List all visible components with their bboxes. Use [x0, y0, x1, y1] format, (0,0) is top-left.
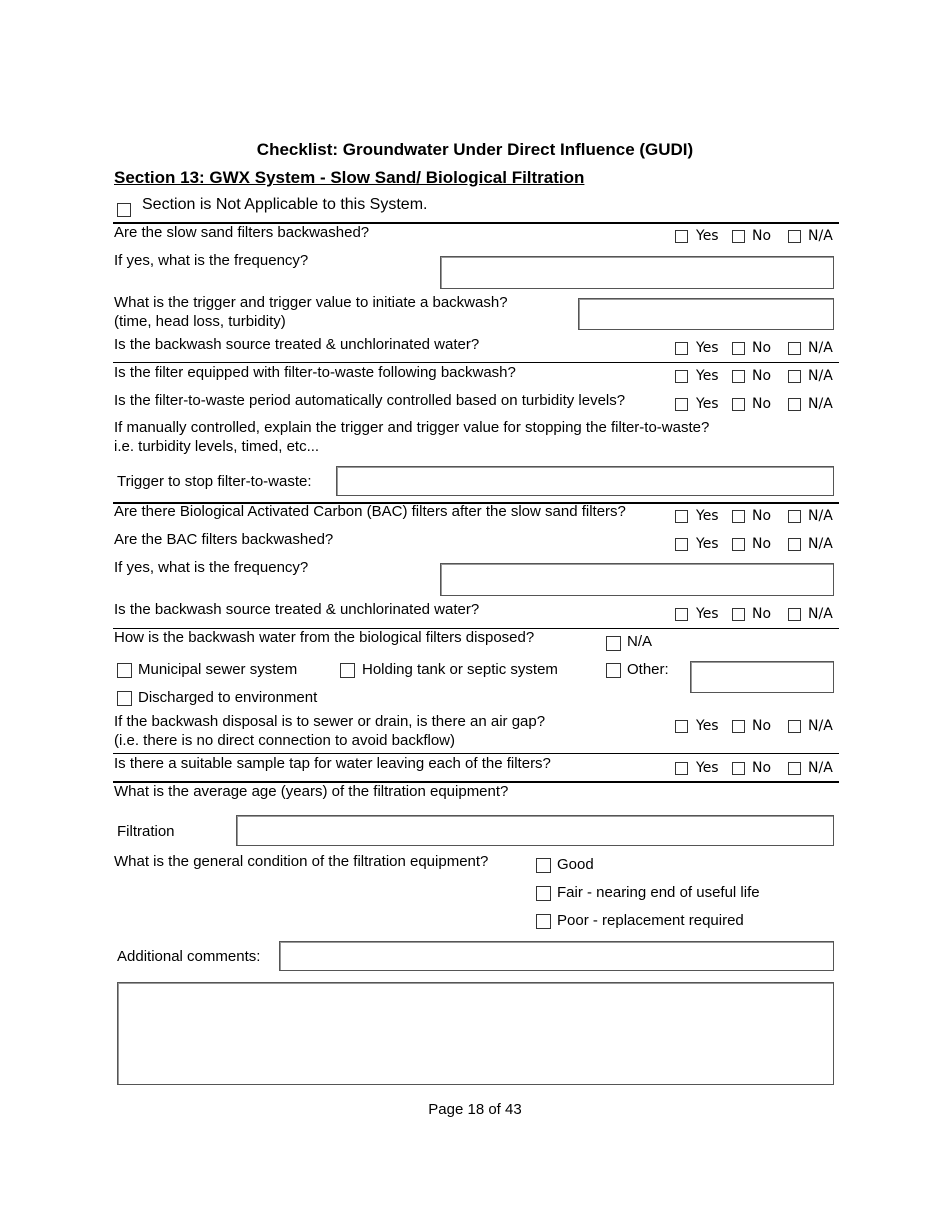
yes-checkbox[interactable]	[675, 608, 688, 621]
question-bac-backwashed: Are the BAC filters backwashed?	[114, 531, 334, 548]
na-checkbox[interactable]	[788, 230, 801, 243]
question-slow-sand-backwashed: Are the slow sand filters backwashed?	[114, 224, 370, 241]
question-trigger-backwash: What is the trigger and trigger value to initiate a backwash?	[114, 294, 508, 311]
no-label: No	[752, 760, 772, 776]
question-equipment-condition: What is the general condition of the filtration equipment?	[114, 853, 489, 870]
no-checkbox[interactable]	[732, 538, 745, 551]
yes-label: Yes	[696, 368, 719, 384]
yes-no-na-group	[675, 536, 845, 554]
disposal-na-checkbox[interactable]	[606, 636, 621, 651]
question-air-gap: If the backwash disposal is to sewer or drain, is there an air gap?	[114, 713, 546, 730]
na-label: N/A	[808, 396, 833, 412]
na-checkbox[interactable]	[788, 720, 801, 733]
na-checkbox[interactable]	[788, 762, 801, 775]
no-label: No	[752, 368, 772, 384]
question-manual-control-hint: i.e. turbidity levels, timed, etc...	[114, 438, 320, 455]
yes-label: Yes	[696, 718, 719, 734]
na-checkbox[interactable]	[788, 370, 801, 383]
na-label: N/A	[808, 536, 833, 552]
question-sample-tap: Is there a suitable sample tap for water leaving each of the filters?	[114, 755, 551, 772]
yes-label: Yes	[696, 760, 719, 776]
not-applicable-checkbox[interactable]	[117, 203, 131, 217]
other-checkbox[interactable]	[606, 663, 621, 678]
question-backwash-disposal: How is the backwash water from the biological filters disposed?	[114, 629, 535, 646]
na-label: N/A	[808, 368, 833, 384]
na-label: N/A	[808, 228, 833, 244]
divider	[113, 753, 839, 754]
filtration-label: Filtration	[117, 823, 175, 840]
municipal-sewer-checkbox[interactable]	[117, 663, 132, 678]
yes-label: Yes	[696, 228, 719, 244]
no-checkbox[interactable]	[732, 398, 745, 411]
yes-no-na-group	[675, 760, 845, 778]
comments-label: Additional comments:	[117, 948, 261, 965]
na-checkbox[interactable]	[788, 538, 801, 551]
no-label: No	[752, 228, 772, 244]
discharged-environment-label: Discharged to environment	[138, 689, 318, 706]
na-checkbox[interactable]	[788, 342, 801, 355]
no-checkbox[interactable]	[732, 370, 745, 383]
yes-no-na-group	[675, 508, 845, 526]
trigger-stop-field[interactable]	[336, 466, 834, 496]
na-label: N/A	[808, 340, 833, 356]
yes-label: Yes	[696, 508, 719, 524]
yes-label: Yes	[696, 606, 719, 622]
question-frequency: If yes, what is the frequency?	[114, 252, 309, 269]
na-checkbox[interactable]	[788, 608, 801, 621]
condition-fair-checkbox[interactable]	[536, 886, 551, 901]
question-automatic-control: Is the filter-to-waste period automatically controlled based on turbidity levels?	[114, 392, 626, 409]
yes-checkbox[interactable]	[675, 230, 688, 243]
yes-no-na-group	[675, 228, 845, 246]
yes-no-na-group	[675, 718, 845, 736]
yes-checkbox[interactable]	[675, 510, 688, 523]
holding-tank-label: Holding tank or septic system	[362, 661, 558, 678]
trigger-backwash-field[interactable]	[578, 298, 834, 330]
no-checkbox[interactable]	[732, 342, 745, 355]
question-bac-frequency: If yes, what is the frequency?	[114, 559, 309, 576]
yes-no-na-group	[675, 340, 845, 358]
question-air-gap-hint: (i.e. there is no direct connection to avoid backflow)	[114, 732, 456, 749]
no-checkbox[interactable]	[732, 510, 745, 523]
na-label: N/A	[808, 508, 833, 524]
filtration-age-field[interactable]	[236, 815, 834, 846]
no-checkbox[interactable]	[732, 720, 745, 733]
disposal-na-label: N/A	[627, 633, 653, 650]
yes-no-na-group	[675, 396, 845, 414]
yes-checkbox[interactable]	[675, 538, 688, 551]
no-checkbox[interactable]	[732, 608, 745, 621]
condition-fair-label: Fair - nearing end of useful life	[557, 884, 760, 901]
municipal-sewer-label: Municipal sewer system	[138, 661, 298, 678]
question-equipment-age: What is the average age (years) of the filtration equipment?	[114, 783, 509, 800]
comments-field[interactable]	[279, 941, 834, 971]
section-heading: Section 13: GWX System - Slow Sand/ Biological Filtration	[114, 168, 585, 187]
question-backwash-source: Is the backwash source treated & unchlorinated water?	[114, 336, 480, 353]
yes-checkbox[interactable]	[675, 342, 688, 355]
no-label: No	[752, 536, 772, 552]
not-applicable-label: Section is Not Applicable to this System.	[142, 196, 428, 213]
na-label: N/A	[808, 760, 833, 776]
page-number: Page 18 of 43	[428, 1101, 522, 1118]
no-label: No	[752, 340, 772, 356]
holding-tank-checkbox[interactable]	[340, 663, 355, 678]
yes-checkbox[interactable]	[675, 398, 688, 411]
no-checkbox[interactable]	[732, 230, 745, 243]
trigger-stop-label: Trigger to stop filter-to-waste:	[117, 473, 312, 490]
question-manual-control: If manually controlled, explain the trigger and trigger value for stopping the filter-to-waste?	[114, 419, 710, 436]
yes-label: Yes	[696, 340, 719, 356]
yes-checkbox[interactable]	[675, 720, 688, 733]
question-filter-to-waste: Is the filter equipped with filter-to-waste following backwash?	[114, 364, 516, 381]
na-label: N/A	[808, 606, 833, 622]
no-label: No	[752, 606, 772, 622]
question-bac-backwash-source: Is the backwash source treated & unchlorinated water?	[114, 601, 480, 618]
frequency-field[interactable]	[440, 256, 834, 289]
no-label: No	[752, 718, 772, 734]
condition-poor-label: Poor - replacement required	[557, 912, 744, 929]
na-checkbox[interactable]	[788, 510, 801, 523]
yes-no-na-group	[675, 368, 845, 386]
yes-no-na-group	[675, 606, 845, 624]
yes-label: Yes	[696, 396, 719, 412]
yes-checkbox[interactable]	[675, 762, 688, 775]
document-title: Checklist: Groundwater Under Direct Influence (GUDI)	[256, 140, 694, 159]
divider	[113, 362, 839, 363]
condition-good-label: Good	[557, 856, 594, 873]
yes-label: Yes	[696, 536, 719, 552]
yes-checkbox[interactable]	[675, 370, 688, 383]
na-label: N/A	[808, 718, 833, 734]
question-bac-filters: Are there Biological Activated Carbon (BAC) filters after the slow sand filters?	[114, 503, 626, 520]
other-label: Other:	[627, 661, 669, 678]
condition-poor-checkbox[interactable]	[536, 914, 551, 929]
other-field[interactable]	[690, 661, 834, 693]
bac-frequency-field[interactable]	[440, 563, 834, 596]
condition-good-checkbox[interactable]	[536, 858, 551, 873]
discharged-environment-checkbox[interactable]	[117, 691, 132, 706]
question-trigger-backwash-hint: (time, head loss, turbidity)	[114, 313, 286, 330]
na-checkbox[interactable]	[788, 398, 801, 411]
no-label: No	[752, 396, 772, 412]
no-checkbox[interactable]	[732, 762, 745, 775]
comments-textarea[interactable]	[117, 982, 834, 1085]
no-label: No	[752, 508, 772, 524]
